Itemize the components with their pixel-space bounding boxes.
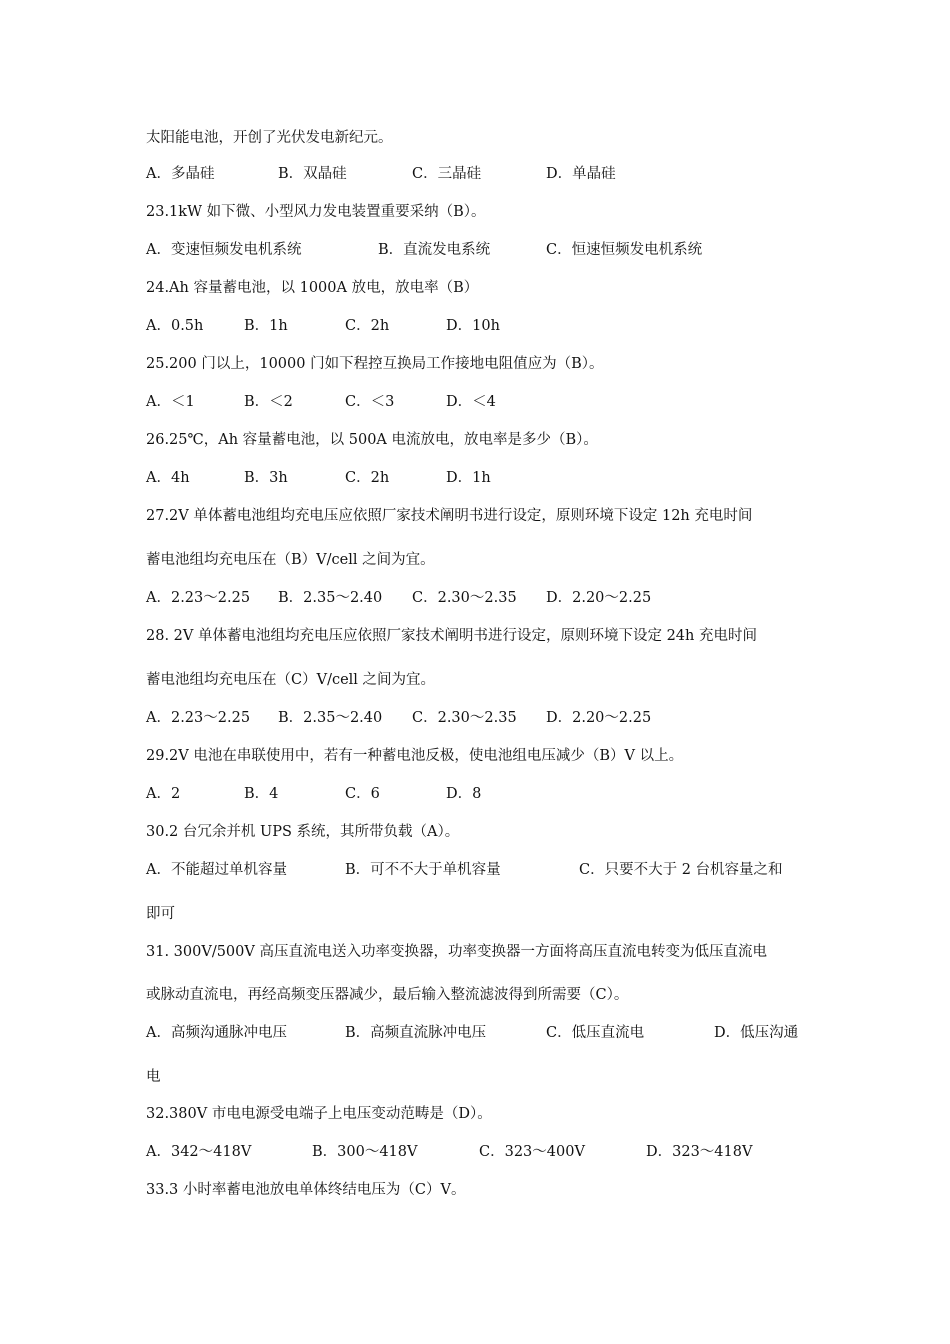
question-23: 23.1kW 如下微、小型风力发电装置重要采纳（B）。 xyxy=(146,204,486,220)
question-27: 27.2V 单体蓄电池组均充电压应依照厂家技术阐明书进行设定，原则环境下设定 12h 充电时间 xyxy=(146,508,753,524)
option-a: A．不能超过单机容量 xyxy=(146,862,287,878)
option-c: C．2.30～2.35 xyxy=(412,710,517,726)
option-b: B．1h xyxy=(244,318,288,334)
option-d: D．低压沟通 xyxy=(714,1025,799,1041)
question-28-cont: 蓄电池组均充电压在（C）V/cell 之间为宜。 xyxy=(146,672,436,688)
option-b: B．2.35～2.40 xyxy=(278,710,383,726)
option-b: B．可不不大于单机容量 xyxy=(345,862,501,878)
option-a: A．4h xyxy=(146,470,190,486)
option-c: C．恒速恒频发电机系统 xyxy=(546,242,703,258)
option-a: A．高频沟通脉冲电压 xyxy=(146,1025,287,1041)
option-b: B．直流发电系统 xyxy=(378,242,491,258)
option-c: C．6 xyxy=(345,786,380,802)
option-b: B．双晶硅 xyxy=(278,166,347,182)
option-b: B．高频直流脉冲电压 xyxy=(345,1025,487,1041)
question-28: 28. 2V 单体蓄电池组均充电压应依照厂家技术阐明书进行设定，原则环境下设定 24h 充电时间 xyxy=(146,628,757,644)
option-b: B．4 xyxy=(244,786,279,802)
option-d: D．323～418V xyxy=(646,1144,753,1160)
question-24: 24.Ah 容量蓄电池，以 1000A 放电，放电率（B） xyxy=(146,280,479,296)
option-a: A．2.23～2.25 xyxy=(146,590,251,606)
option-d: D．8 xyxy=(446,786,482,802)
option-d: D．10h xyxy=(446,318,500,334)
option-d: D．2.20～2.25 xyxy=(546,710,652,726)
option-a: A．＜1 xyxy=(146,394,195,410)
option-a: A．多晶硅 xyxy=(146,166,215,182)
question-26: 26.25℃，Ah 容量蓄电池，以 500A 电流放电，放电率是多少（B）。 xyxy=(146,432,598,448)
question-30: 30.2 台冗余并机 UPS 系统，其所带负载（A）。 xyxy=(146,824,460,840)
option-d: D．1h xyxy=(446,470,491,486)
option-c: C．323～400V xyxy=(479,1144,585,1160)
option-d: D．2.20～2.25 xyxy=(546,590,652,606)
options-q30-cont: 即可 xyxy=(146,906,175,922)
question-25: 25.200 门以上，10000 门如下程控互换局工作接地电阻值应为（B）。 xyxy=(146,356,604,372)
option-c: C．三晶硅 xyxy=(412,166,482,182)
question-31-cont: 或脉动直流电，再经高频变压器减少，最后输入整流滤波得到所需要（C）。 xyxy=(146,987,629,1003)
option-a: A．2 xyxy=(146,786,181,802)
option-c: C．只要不大于 2 台机容量之和 xyxy=(579,862,783,878)
option-a: A．342～418V xyxy=(146,1144,252,1160)
option-a: A．0.5h xyxy=(146,318,204,334)
option-c: C．2.30～2.35 xyxy=(412,590,517,606)
question-27-cont: 蓄电池组均充电压在（B）V/cell 之间为宜。 xyxy=(146,552,435,568)
option-c: C．2h xyxy=(345,318,390,334)
option-b: B．＜2 xyxy=(244,394,293,410)
option-c: C．低压直流电 xyxy=(546,1025,645,1041)
option-d: D．单晶硅 xyxy=(546,166,616,182)
option-b: B．300～418V xyxy=(312,1144,418,1160)
option-b: B．3h xyxy=(244,470,288,486)
question-31: 31. 300V/500V 高压直流电送入功率变换器，功率变换器一方面将高压直流电转变为低压直流电 xyxy=(146,944,767,960)
text-line: 太阳能电池，开创了光伏发电新纪元。 xyxy=(146,130,393,146)
option-d: D．＜4 xyxy=(446,394,496,410)
option-a: A．变速恒频发电机系统 xyxy=(146,242,302,258)
question-32: 32.380V 市电电源受电端子上电压变动范畴是（D）。 xyxy=(146,1106,492,1122)
options-q31-cont: 电 xyxy=(146,1069,161,1085)
option-c: C．2h xyxy=(345,470,390,486)
option-c: C．＜3 xyxy=(345,394,395,410)
option-b: B．2.35～2.40 xyxy=(278,590,383,606)
question-33: 33.3 小时率蓄电池放电单体终结电压为（C）V。 xyxy=(146,1182,466,1198)
option-a: A．2.23～2.25 xyxy=(146,710,251,726)
question-29: 29.2V 电池在串联使用中，若有一种蓄电池反极，使电池组电压减少（B）V 以上。 xyxy=(146,748,684,764)
